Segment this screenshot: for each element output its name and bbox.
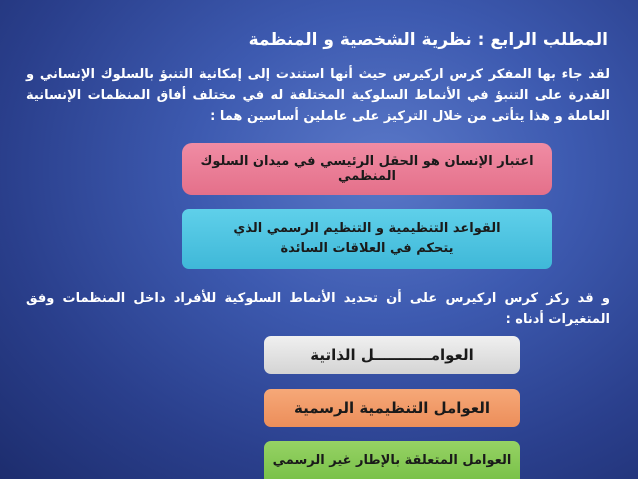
factor-box-formal: العوامل التنظيمية الرسمية [264, 389, 520, 427]
intro-paragraph: لقد جاء بها المفكر كرس اركيرس حيث أنها استندت إلى إمكانية التنبؤ بالسلوك الإنساني و القدرة على التنبؤ في الأنماط السلوكية المختلفة له في مختلف أفاق المنظمات الإنسانية العاملة و هذا يتأتى من خلال التركيز على عاملين أساسين هما : [26, 67, 610, 124]
basis-box-rules: القواعد التنظيمية و التنظيم الرسمي الذي يتحكم في العلاقات السائدة [182, 209, 552, 269]
slide-title: المطلب الرابع : نظرية الشخصية و المنظمة [248, 30, 608, 50]
factor-box-personal: العوامـــــــــــل الذاتية [264, 336, 520, 374]
basis-box-human: اعتبار الإنسان هو الحقل الرئيسي في ميدان السلوك المنظمي [182, 143, 552, 195]
variables-paragraph: و قد ركز كرس اركيرس على أن تحديد الأنماط السلوكية للأفراد داخل المنظمات وفق المتغيرات أدناه : [26, 291, 610, 327]
factor-box-informal: العوامل المتعلقة بالإطار غير الرسمي [264, 441, 520, 479]
